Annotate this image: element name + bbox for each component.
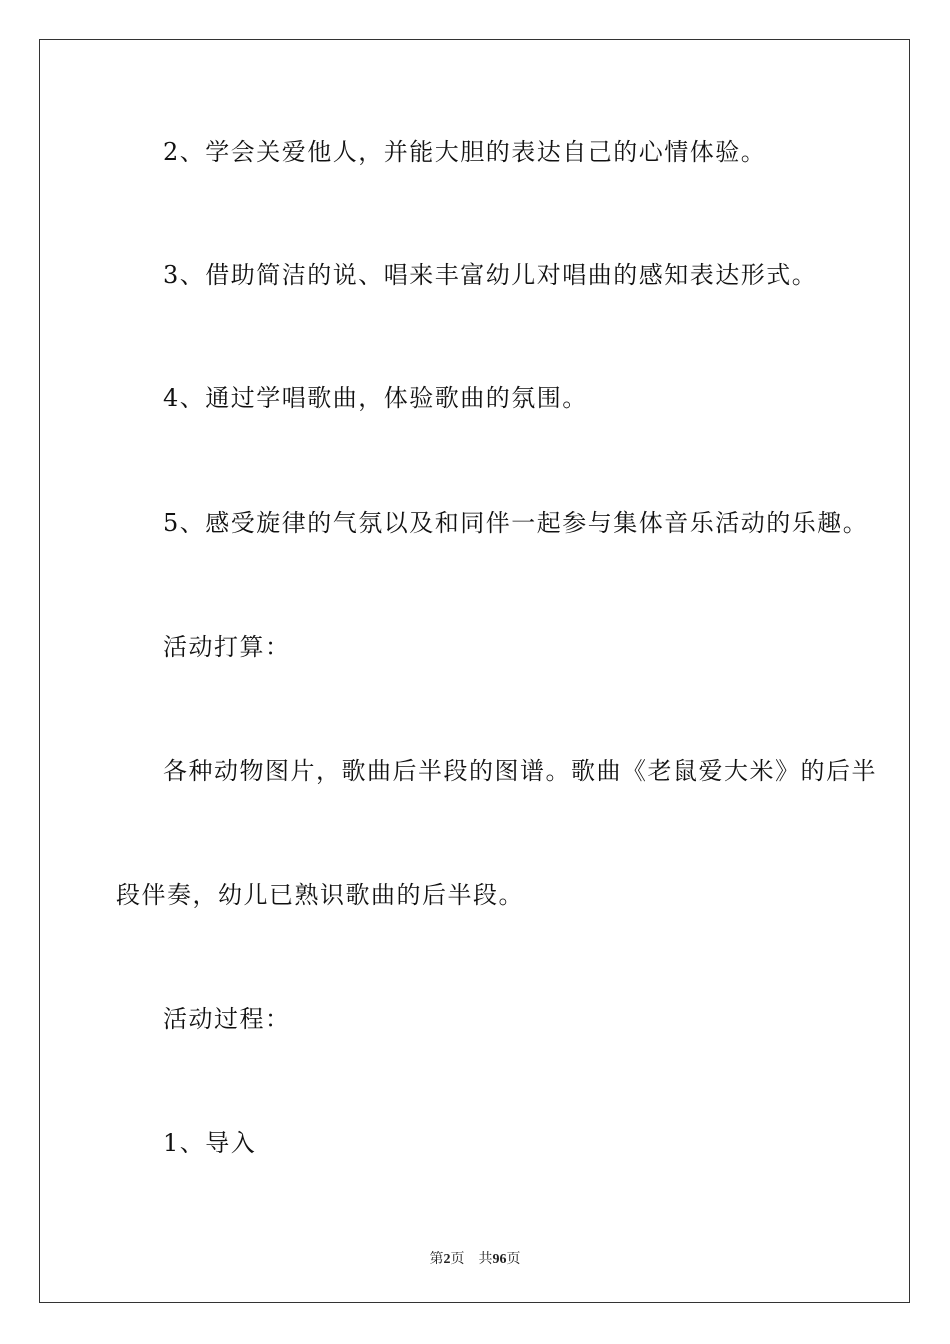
footer-page-number: 2: [443, 1252, 451, 1267]
footer-page-prefix: 第: [429, 1252, 444, 1267]
paragraph-objective-5: 5、感受旋律的气氛以及和同伴一起参与集体音乐活动的乐趣。: [163, 509, 869, 537]
paragraph-preparation-line-1: 各种动物图片，歌曲后半段的图谱。歌曲《老鼠爱大米》的后半: [163, 757, 877, 785]
heading-activity-preparation: 活动打算：: [163, 633, 291, 661]
paragraph-objective-3: 3、借助简洁的说、唱来丰富幼儿对唱曲的感知表达形式。: [163, 261, 818, 289]
paragraph-step-1: 1、导入: [163, 1129, 257, 1157]
footer-total-suffix: 页: [506, 1252, 521, 1267]
paragraph-objective-4: 4、通过学唱歌曲，体验歌曲的氛围。: [163, 384, 588, 412]
footer-total-pages: 96: [492, 1252, 507, 1267]
footer-page-suffix: 页: [450, 1252, 465, 1267]
heading-activity-process: 活动过程：: [163, 1005, 291, 1033]
paragraph-preparation-line-2: 段伴奏，幼儿已熟识歌曲的后半段。: [116, 881, 524, 909]
page-footer: [0, 1248, 950, 1268]
footer-total-prefix: 共: [478, 1252, 493, 1267]
page-border: [39, 39, 910, 1303]
paragraph-objective-2: 2、学会关爱他人，并能大胆的表达自己的心情体验。: [163, 138, 767, 166]
